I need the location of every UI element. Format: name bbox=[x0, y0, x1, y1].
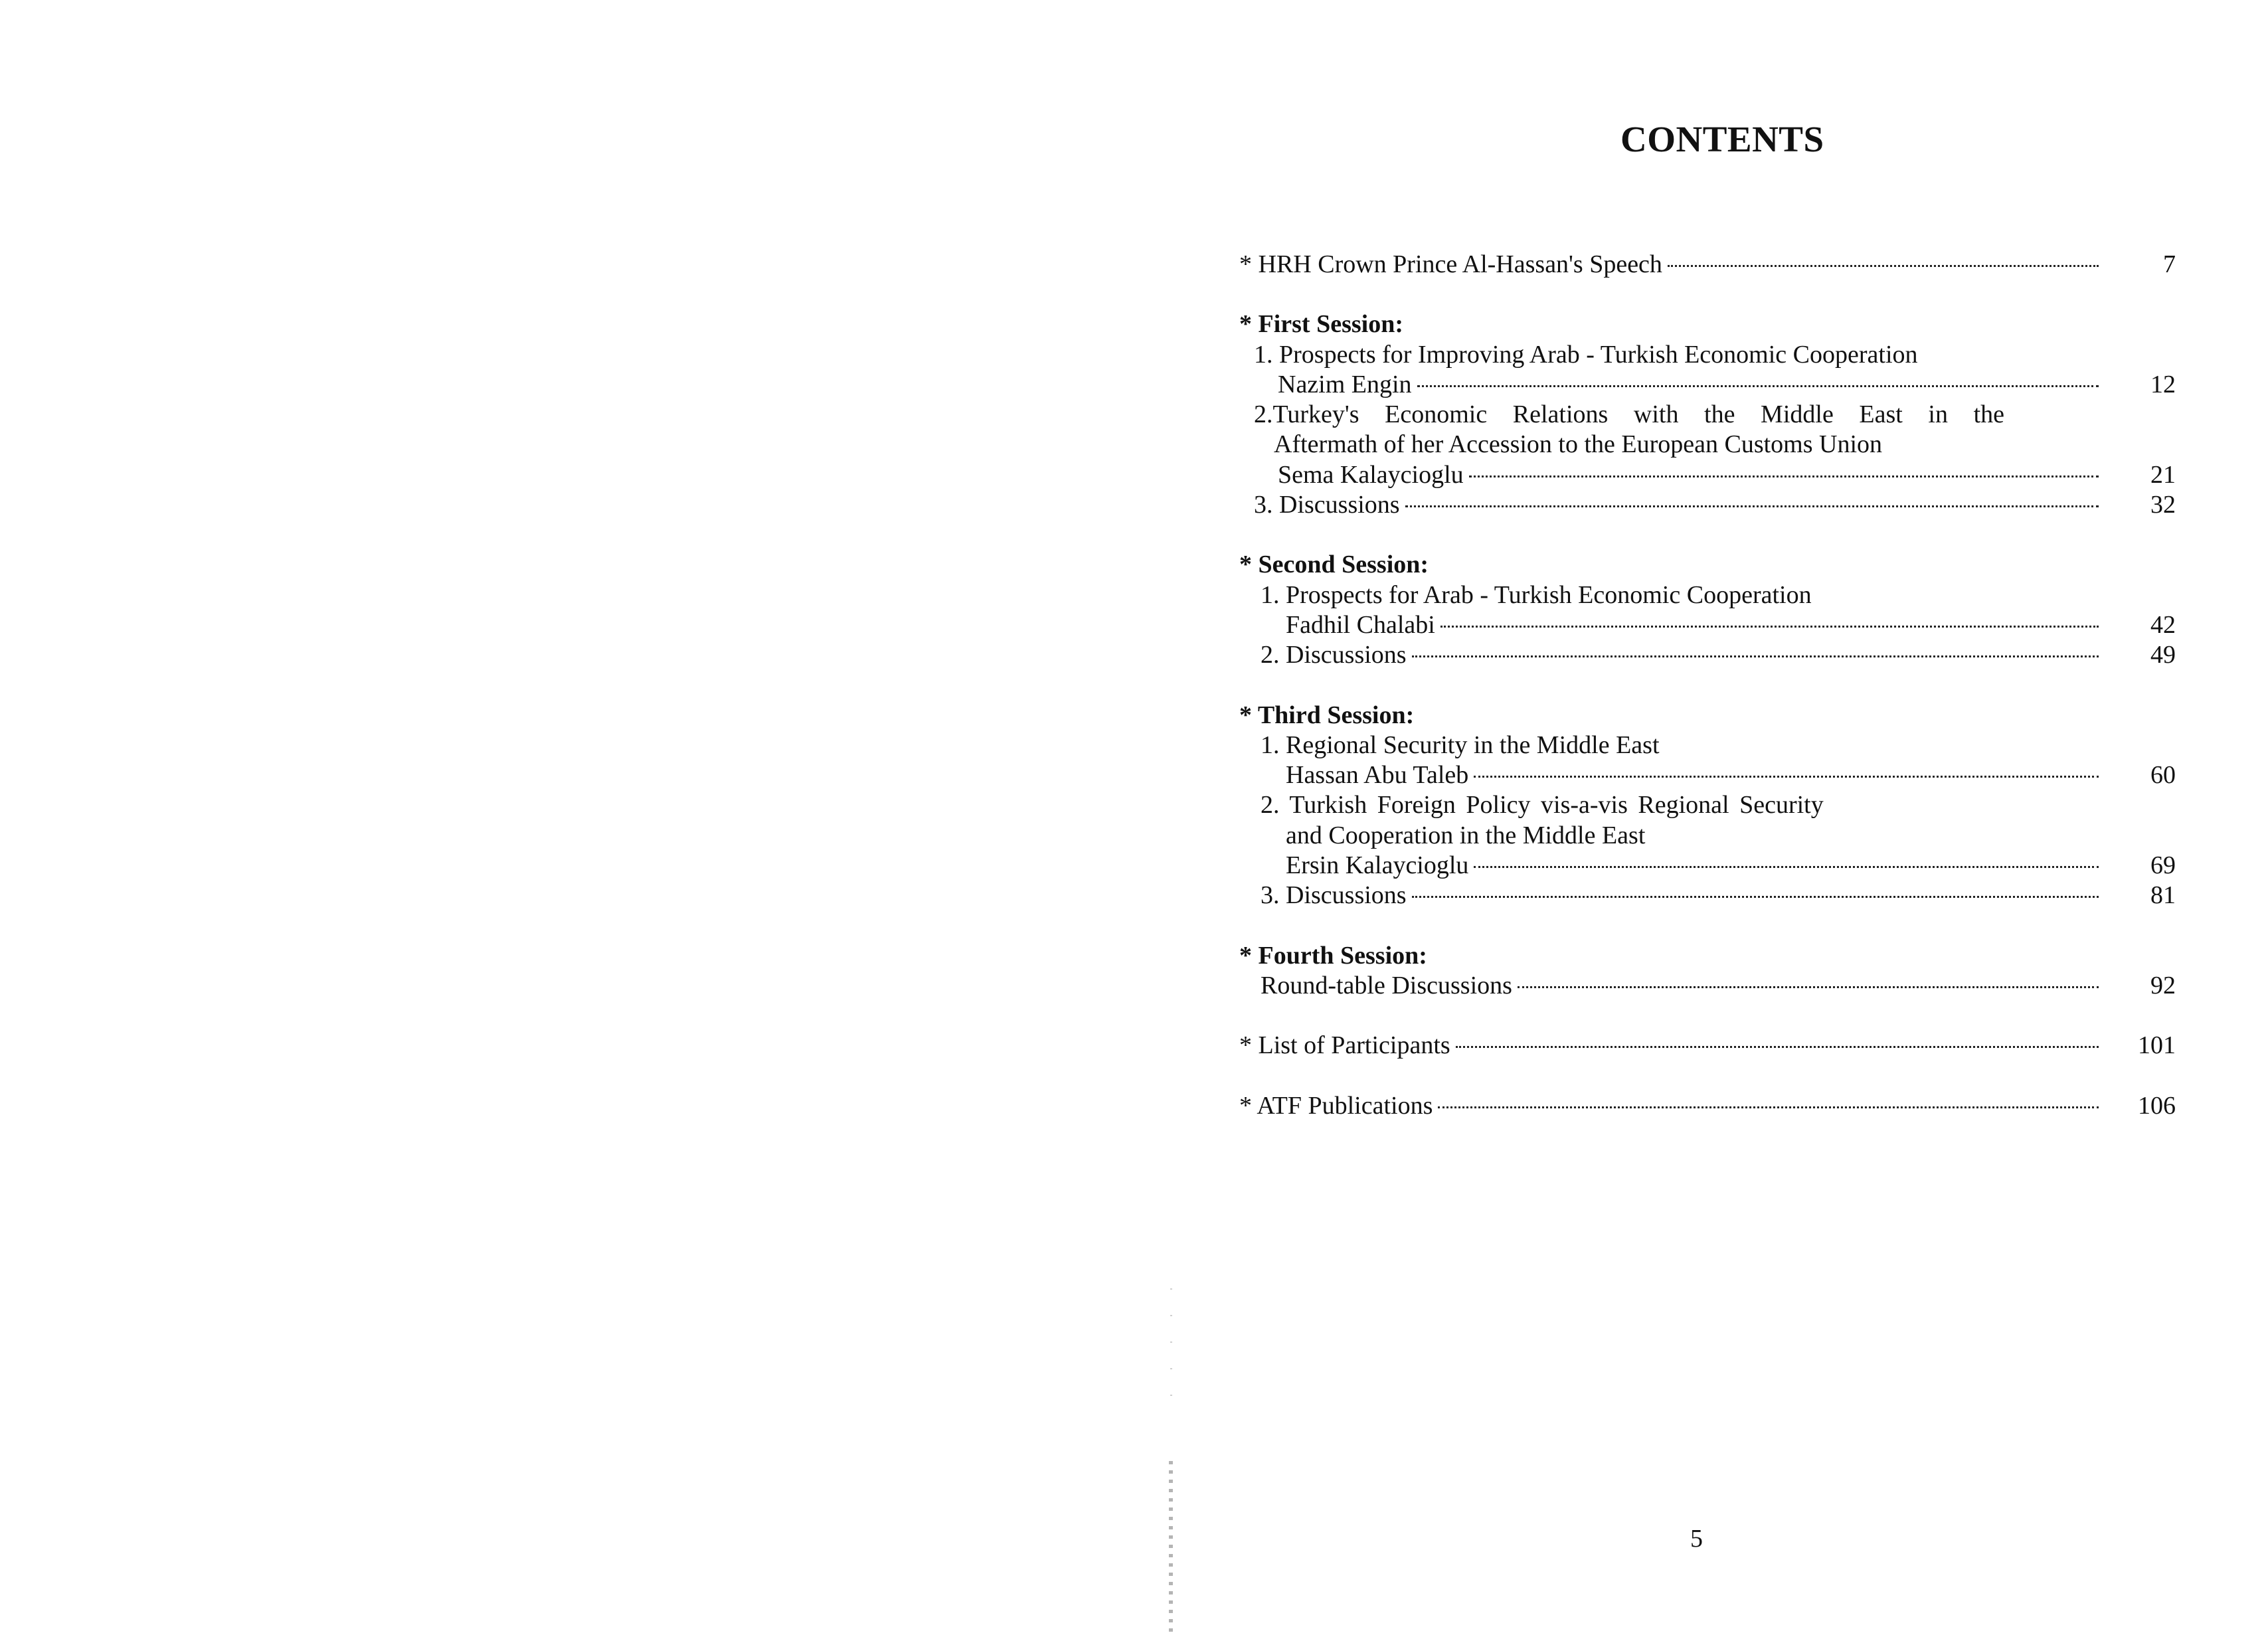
toc-entry-discussions[interactable] bbox=[1239, 490, 2176, 520]
toc-entry-label: 2. Discussions bbox=[1261, 641, 1407, 669]
page-title: CONTENTS bbox=[1620, 119, 1824, 159]
toc-section-publications bbox=[1239, 1091, 2176, 1121]
dot-leader bbox=[1438, 1106, 2099, 1108]
binding-gutter-marks bbox=[1170, 1288, 1172, 1421]
toc-item-title: 2. Turkish Foreign Policy vis-a-vis Regional Security bbox=[1261, 791, 1824, 819]
toc-item-title: 1. Prospects for Improving Arab - Turkish Economic Cooperation bbox=[1254, 340, 1918, 369]
session-header: * Third Session: bbox=[1239, 701, 1415, 729]
toc-entry-fadhil-chalabi[interactable] bbox=[1239, 610, 2176, 640]
toc-page-number: 49 bbox=[2150, 641, 2176, 669]
toc-entry-label: Round-table Discussions bbox=[1261, 971, 1512, 999]
toc-entry-author: Nazim Engin bbox=[1278, 370, 1412, 398]
toc-entry-author: Ersin Kalaycioglu bbox=[1286, 851, 1469, 880]
dot-leader bbox=[1412, 655, 2099, 657]
toc-entry-author: Fadhil Chalabi bbox=[1286, 610, 1435, 639]
toc-entry-author: Hassan Abu Taleb bbox=[1286, 761, 1469, 790]
toc-entry-label: 3. Discussions bbox=[1261, 881, 1407, 910]
toc-section-participants bbox=[1239, 1031, 2176, 1061]
toc-item-title: 1. Regional Security in the Middle East bbox=[1261, 731, 1660, 759]
dot-leader bbox=[1456, 1046, 2099, 1048]
dot-leader bbox=[1518, 986, 2099, 988]
toc-section-speech bbox=[1239, 250, 2176, 280]
toc-page-number: 106 bbox=[2138, 1091, 2176, 1120]
toc-page-number: 92 bbox=[2150, 971, 2176, 999]
toc-entry-label: 3. Discussions bbox=[1254, 491, 1400, 519]
dot-leader bbox=[1469, 475, 2099, 477]
toc-page-number: 12 bbox=[2150, 370, 2176, 398]
toc-page-number: 69 bbox=[2150, 851, 2176, 880]
toc-item-title: 1. Prospects for Arab - Turkish Economic Cooperation bbox=[1261, 580, 1812, 609]
toc-page-number: 60 bbox=[2150, 761, 2176, 790]
toc-page-number: 81 bbox=[2150, 881, 2176, 910]
toc-entry-label: * ATF Publications bbox=[1239, 1091, 1433, 1120]
session-header: * First Session: bbox=[1239, 310, 1403, 339]
dot-leader bbox=[1668, 265, 2099, 267]
binding-gutter-shadow bbox=[1169, 1461, 1173, 1634]
toc-item-title-continued: and Cooperation in the Middle East bbox=[1286, 821, 1646, 849]
toc-entry-discussions[interactable] bbox=[1239, 881, 2176, 910]
page-number: 5 bbox=[1690, 1525, 1703, 1553]
toc-entry-ersin-kalaycioglu[interactable] bbox=[1239, 851, 2176, 881]
toc-page-number: 101 bbox=[2138, 1031, 2176, 1060]
toc-entry-publications[interactable] bbox=[1239, 1091, 2176, 1121]
toc-section-fourth bbox=[1239, 941, 2176, 1001]
table-of-contents bbox=[1239, 250, 2176, 1151]
dot-leader bbox=[1412, 896, 2099, 898]
toc-item-title-continued: Aftermath of her Accession to the European Customs Union bbox=[1274, 430, 1883, 459]
toc-section-second bbox=[1239, 550, 2176, 670]
session-header: * Second Session: bbox=[1239, 551, 1429, 579]
toc-page-number: 32 bbox=[2150, 491, 2176, 519]
toc-section-third bbox=[1239, 701, 2176, 911]
toc-entry-nazim-engin[interactable] bbox=[1239, 370, 2176, 400]
toc-entry-round-table[interactable] bbox=[1239, 971, 2176, 1001]
dot-leader bbox=[1474, 866, 2099, 868]
dot-leader bbox=[1440, 626, 2099, 628]
toc-entry-sema-kalaycioglu[interactable] bbox=[1239, 460, 2176, 490]
toc-entry-discussions[interactable] bbox=[1239, 640, 2176, 670]
toc-entry-label: * HRH Crown Prince Al-Hassan's Speech bbox=[1239, 250, 1662, 278]
toc-item-title: 2.Turkey's Economic Relations with the Middle East in the bbox=[1254, 400, 2004, 429]
toc-entry-speech[interactable] bbox=[1239, 250, 2176, 280]
toc-page-number: 21 bbox=[2150, 460, 2176, 489]
toc-entry-label: * List of Participants bbox=[1239, 1031, 1450, 1060]
dot-leader bbox=[1474, 776, 2099, 778]
toc-section-first bbox=[1239, 309, 2176, 520]
toc-entry-hassan-abu-taleb[interactable] bbox=[1239, 760, 2176, 790]
toc-entry-author: Sema Kalaycioglu bbox=[1278, 460, 1464, 489]
toc-entry-participants[interactable] bbox=[1239, 1031, 2176, 1061]
session-header: * Fourth Session: bbox=[1239, 941, 1427, 970]
toc-page-number: 7 bbox=[2163, 250, 2176, 278]
dot-leader bbox=[1405, 505, 2099, 507]
toc-page-number: 42 bbox=[2150, 610, 2176, 639]
dot-leader bbox=[1417, 385, 2099, 387]
